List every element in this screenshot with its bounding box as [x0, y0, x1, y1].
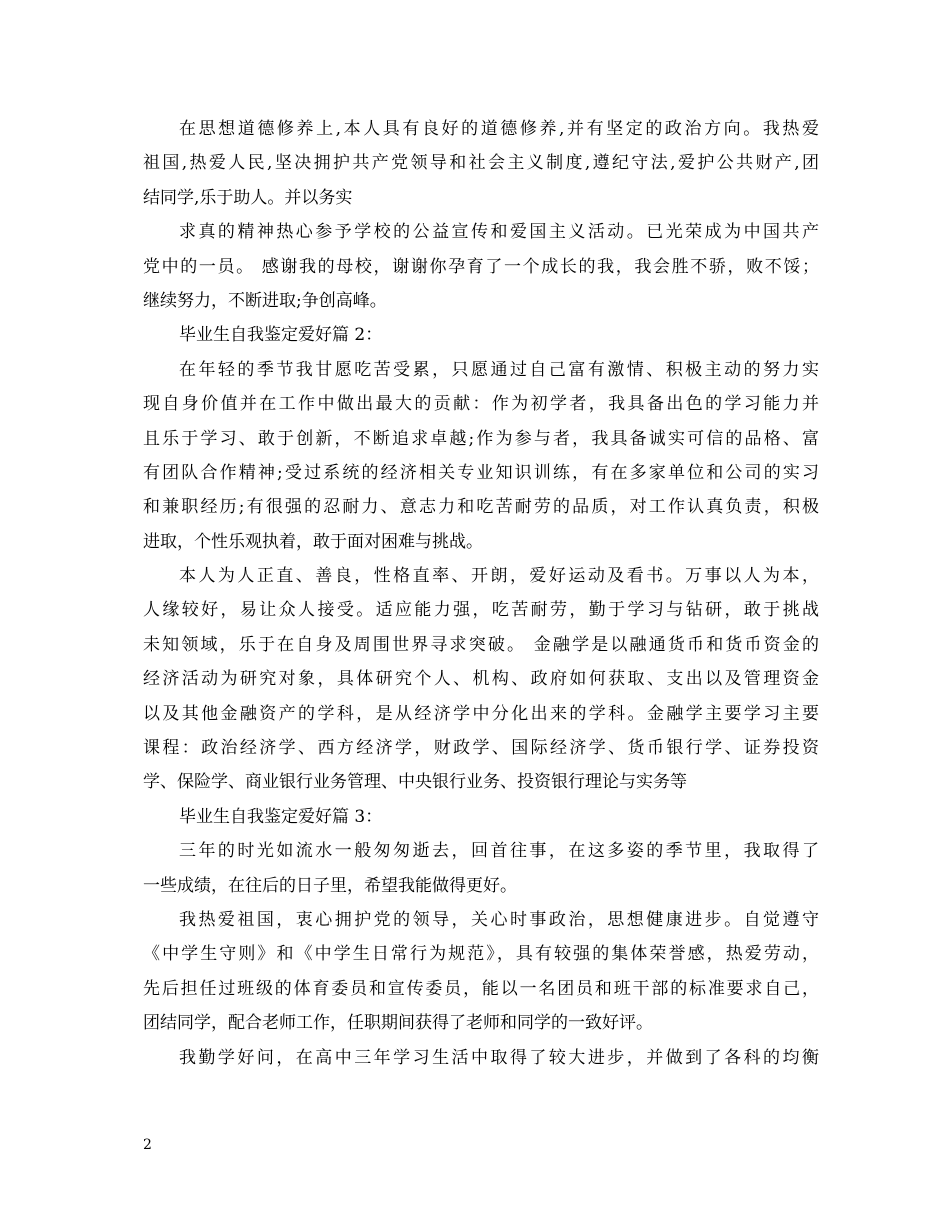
text-line: 且乐于学习、敢于创新，不断追求卓越;作为参与者，我具备诚实可信的品格、富	[143, 428, 819, 449]
text-line: 团结同学，配合老师工作，任职期间获得了老师和同学的一致好评。	[143, 1013, 653, 1034]
text-line: 结同学,乐于助人。并以务实	[143, 187, 353, 208]
text-line: 本人为人正直、善良，性格直率、开朗，爱好运动及看书。万事以人为本，	[179, 566, 819, 587]
text-line: 未知领域，乐于在自身及周围世界寻求突破。 金融学是以融通货币和货币资金的	[143, 634, 819, 655]
text-line: 有团队合作精神;受过系统的经济相关专业知识训练，有在多家单位和公司的实习	[143, 462, 819, 483]
text-line: 三年的时光如流水一般匆匆逝去，回首往事，在这多姿的季节里，我取得了	[179, 841, 819, 862]
text-line: 求真的精神热心参予学校的公益宣传和爱国主义活动。已光荣成为中国共产	[179, 222, 819, 243]
text-line: 《中学生守则》和《中学生日常行为规范》，具有较强的集体荣誉感，热爱劳动，	[143, 944, 819, 965]
text-line: 祖国,热爱人民,坚决拥护共产党领导和社会主义制度,遵纪守法,爱护公共财产,团	[143, 153, 819, 174]
text-line: 人缘较好，易让众人接受。适应能力强，吃苦耐劳，勤于学习与钻研，敢于挑战	[143, 600, 819, 621]
text-line: 和兼职经历;有很强的忍耐力、意志力和吃苦耐劳的品质，对工作认真负责，积极	[143, 497, 819, 518]
text-line: 继续努力，不断进取;争创高峰。	[143, 290, 387, 311]
text-line: 经济活动为研究对象，具体研究个人、机构、政府如何获取、支出以及管理资金	[143, 669, 819, 690]
text-line: 我勤学好问，在高中三年学习生活中取得了较大进步，并做到了各科的均衡	[179, 1047, 819, 1068]
page-number: 2	[143, 1137, 152, 1153]
text-line: 毕业生自我鉴定爱好篇 2：	[179, 325, 383, 346]
text-line: 课程：政治经济学、西方经济学，财政学、国际经济学、货币银行学、证券投资	[143, 738, 819, 759]
text-line: 一些成绩，在往后的日子里，希望我能做得更好。	[143, 875, 517, 896]
document-body	[143, 112, 819, 1075]
text-line: 现自身价值并在工作中做出最大的贡献：作为初学者，我具备出色的学习能力并	[143, 394, 819, 415]
text-line: 党中的一员。 感谢我的母校，谢谢你孕育了一个成长的我，我会胜不骄，败不馁；	[143, 256, 819, 277]
text-line: 毕业生自我鉴定爱好篇 3：	[179, 806, 383, 827]
text-line: 我热爱祖国，衷心拥护党的领导，关心时事政治，思想健康进步。自觉遵守	[179, 909, 819, 930]
text-line: 以及其他金融资产的学科，是从经济学中分化出来的学科。金融学主要学习主要	[143, 703, 819, 724]
text-line: 先后担任过班级的体育委员和宣传委员，能以一名团员和班干部的标准要求自己，	[143, 978, 819, 999]
text-line: 在思想道德修养上,本人具有良好的道德修养,并有坚定的政治方向。我热爱	[179, 119, 819, 139]
text-line: 进取，个性乐观执着，敢于面对困难与挑战。	[143, 531, 483, 552]
text-line: 在年轻的季节我甘愿吃苦受累，只愿通过自己富有激情、积极主动的努力实	[179, 359, 819, 380]
text-line: 学、保险学、商业银行业务管理、中央银行业务、投资银行理论与实务等	[143, 772, 687, 793]
